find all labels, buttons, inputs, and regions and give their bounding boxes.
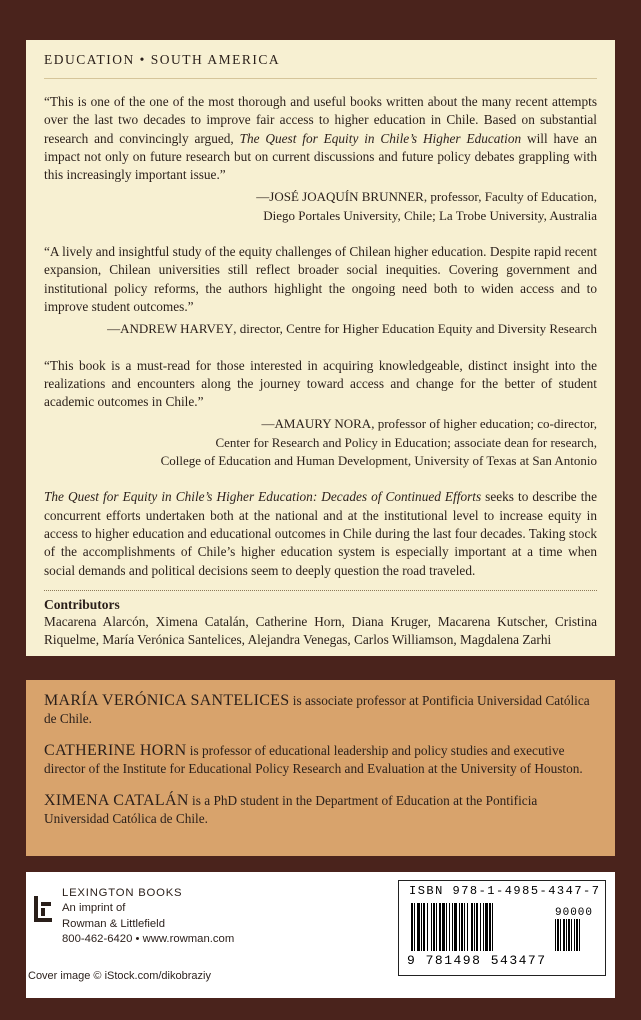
review-quote: “This book is a must-read for those interested in acquiring knowledgeable, distinct insight into the realizations and encounters along the journey toward access and change for the better of student academic outcomes in Chile.” (44, 357, 597, 410)
price-addon: 90000 (555, 907, 594, 919)
publisher-name: LEXINGTON BOOKS (62, 887, 183, 899)
publisher-contact: 800-462-6420 • www.rowman.com (62, 932, 235, 945)
publisher-logo-icon (32, 894, 56, 924)
publisher-imprint: An imprint of (62, 902, 126, 915)
author-bio: XIMENA CATALÁN is a PhD student in the Department of Education at the Pontificia Universidad Católica de Chile. (44, 792, 538, 826)
author-bios-panel (26, 680, 615, 856)
contributors-heading: Contributors (44, 596, 120, 612)
author-bio: CATHERINE HORN is professor of educational leadership and policy studies and executive director of the Institute for Educational Policy Research and Evaluation at the University of Houston. (44, 742, 583, 776)
publisher-parent: Rowman & Littlefield (62, 917, 165, 930)
author-bio: MARÍA VERÓNICA SANTELICES is associate professor at Pontificia Universidad Católica de Chile. (44, 692, 590, 726)
category-label: EDUCATION • SOUTH AMERICA (44, 52, 597, 79)
cover-credit: Cover image © iStock.com/dikobraziy (28, 970, 211, 982)
review-attribution: —ANDREW HARVEY, director, Centre for Higher Education Equity and Diversity Research (107, 321, 597, 337)
review-3 (44, 357, 597, 471)
footer-panel (26, 872, 615, 998)
review-2 (44, 243, 597, 338)
review-1 (44, 93, 597, 225)
isbn-number: ISBN 978-1-4985-4347-7 (409, 884, 601, 898)
review-panel (26, 40, 615, 656)
contributors-list: Macarena Alarcón, Ximena Catalán, Catherine Horn, Diana Kruger, Macarena Kutscher, Cristina Riquelme, María Verónica Santelices, Alejandra Venegas, Carlos Williamson, Magdalena Zarhi (44, 613, 597, 648)
review-quote: “This is one of the one of the most thorough and useful books written about the many recent attempts over the last two decades to improve fair access to higher education in Chile. Based on substantial research and convincingly argued, The Quest for Equity in Chile’s Higher Education will have an impact not only on future research but on current discussions and future policy debates grappling with this increasingly important issue.” (44, 94, 598, 183)
review-attribution: —JOSÉ JOAQUÍN BRUNNER, professor, Faculty of Education, Diego Portales University, Chile; La Trobe University, Australia (256, 189, 597, 223)
book-description: The Quest for Equity in Chile’s Higher Education: Decades of Continued Efforts seeks to describe the concurrent efforts undertaken both at the national and at the institutional level to increase equity in access to higher education and educational outcomes in Chile during the last four decades. Taking stock of the accomplishments of Chile’s higher education system is especially important at a time when social demands and political decisions seem to deeply question the road traveled. (44, 488, 597, 590)
review-quote: “A lively and insightful study of the equity challenges of Chilean higher education. Despite rapid recent expansion, Chilean universities still reflect broader social inequities. Covering government and institutional policy reforms, the authors highlight the ongoing need both to widen access and to improve student outcomes.” (44, 244, 597, 314)
review-attribution: —AMAURY NORA, professor of higher education; co-director, Center for Research and Policy in Education; associate dean for research, College of Education and Human Development, University of Texas at San Antonio (160, 416, 597, 469)
barcode (398, 880, 606, 976)
publisher-info (62, 886, 234, 947)
ean-number: 9 781498 543477 (407, 953, 547, 968)
